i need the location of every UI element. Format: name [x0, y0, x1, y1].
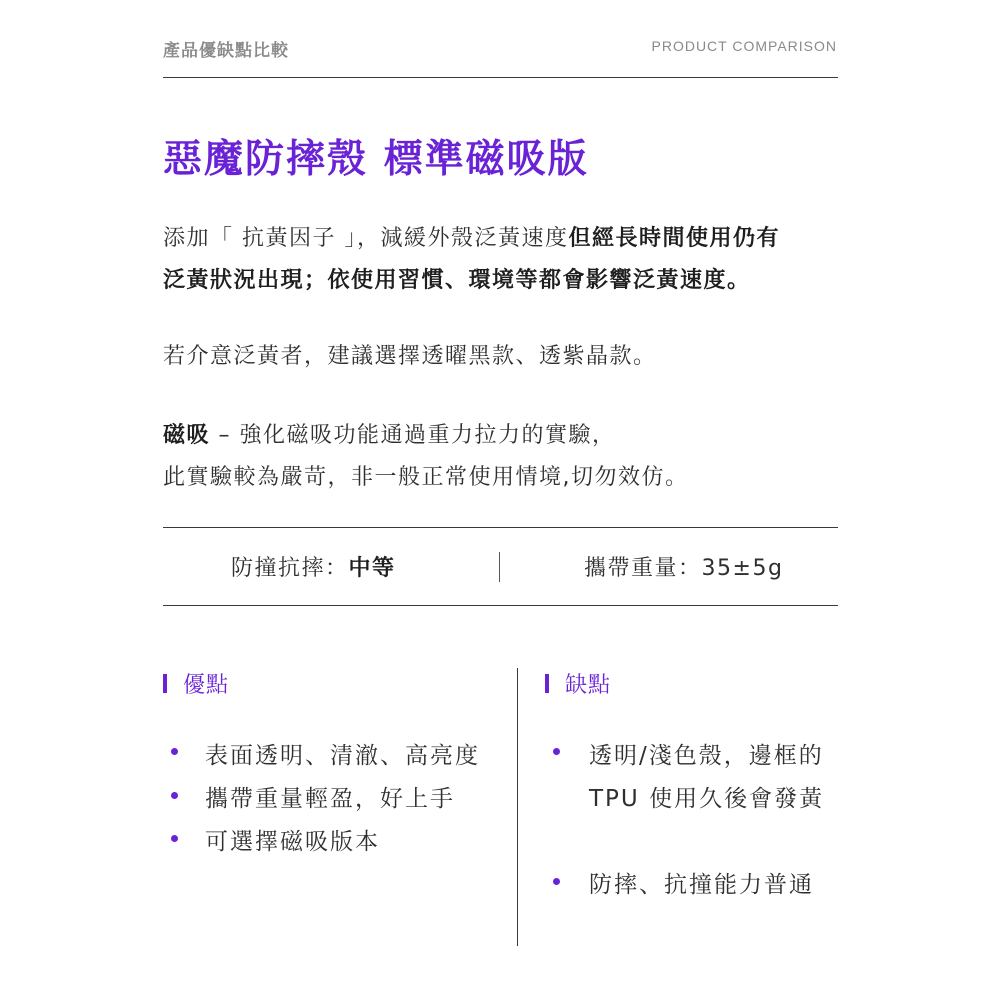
pros-heading [163, 668, 229, 699]
pros-item: 攜帶重量輕盈，好上手 [205, 786, 455, 812]
section-label: 產品優缺點比較 [163, 41, 289, 61]
product-title: 惡魔防摔殼 標準磁吸版 [163, 137, 589, 182]
cons-heading-label: 缺點 [565, 673, 612, 698]
intro-line-2 [163, 260, 853, 302]
intro-text: 添加「 抗黃因子 」，減緩外殼泛黃速度 [163, 226, 569, 251]
header-divider [163, 77, 838, 78]
protection-spec [231, 551, 396, 582]
cons-item: 防摔、抗撞能力普通 [589, 872, 814, 898]
bullet-icon [553, 878, 560, 885]
intro-paragraph [163, 218, 853, 302]
section-label-english: PRODUCT COMPARISON [651, 38, 837, 54]
pros-item: 可選擇磁吸版本 [205, 829, 380, 855]
pros-heading-label: 優點 [183, 673, 230, 698]
spec-top-divider [163, 527, 838, 528]
intro-line-1 [163, 218, 853, 260]
column-divider [517, 668, 518, 946]
magnetic-line-2: 此實驗較為嚴苛，非一般正常使用情境,切勿效仿。 [163, 465, 689, 490]
spec-divider [499, 552, 500, 582]
intro-emphasis: 但經長時間使用仍有 [568, 226, 781, 251]
magnetic-label: 磁吸 [163, 423, 211, 448]
bullet-icon [171, 748, 178, 755]
magnetic-note [163, 415, 853, 499]
bullet-icon [553, 748, 560, 755]
cons-item: 透明/淺色殼，邊框的 [589, 743, 824, 769]
protection-label: 防撞抗摔： [231, 556, 349, 581]
magnetic-line-1 [163, 415, 853, 457]
cons-item-continued: TPU 使用久後會發黃 [589, 786, 825, 812]
intro-emphasis-continued: 泛黃狀況出現；依使用習慣、環境等都會影響泛黃速度。 [163, 268, 751, 293]
cons-heading [545, 668, 611, 699]
weight-label: 攜帶重量： [584, 556, 702, 581]
magnetic-description: – 強化磁吸功能通過重力拉力的實驗， [210, 423, 616, 448]
weight-spec [584, 551, 783, 582]
protection-value: 中等 [348, 556, 396, 581]
bullet-icon [171, 835, 178, 842]
bullet-icon [171, 792, 178, 799]
pros-item: 表面透明、清澈、高亮度 [205, 743, 480, 769]
suggestion-text: 若介意泛黃者，建議選擇透曜黑款、透紫晶款。 [163, 344, 657, 369]
spec-bottom-divider [163, 605, 838, 606]
weight-value: 35±5g [701, 556, 784, 581]
heading-bar-icon [163, 674, 167, 693]
heading-bar-icon [545, 674, 549, 693]
